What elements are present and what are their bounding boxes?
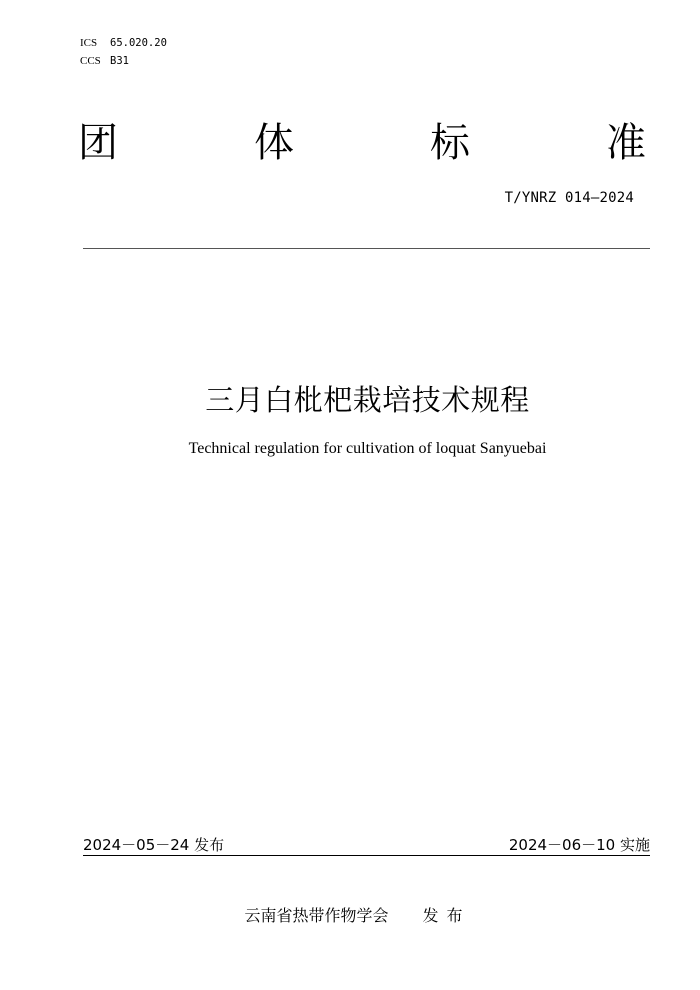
- effective-date: 2024－06－10 实施: [508, 836, 650, 854]
- document-title-chinese: 三月白枇杷栽培技术规程: [205, 383, 530, 417]
- classification-codes: [80, 34, 167, 70]
- issuer-line: [0, 903, 700, 926]
- ics-label: ICS: [80, 37, 98, 49]
- ccs-value: B31: [110, 55, 129, 67]
- heading-char: 标: [430, 120, 470, 166]
- heading-char: 团: [78, 120, 118, 166]
- ics-row: [80, 34, 167, 52]
- ccs-row: [80, 52, 167, 70]
- ics-value: 65.020.20: [110, 37, 167, 49]
- ccs-label: CCS: [80, 55, 101, 67]
- publish-date: 2024－05－24 发布: [83, 836, 225, 854]
- heading-char: 体: [254, 120, 294, 166]
- standard-number: T/YNRZ 014—2024: [504, 190, 634, 206]
- document-title-english: Technical regulation for cultivation of loquat Sanyuebai: [188, 440, 547, 457]
- issuer-organization: 云南省热带作物学会: [244, 906, 389, 925]
- bottom-divider: [83, 855, 650, 856]
- heading-char: 准: [606, 120, 646, 166]
- top-divider: [83, 248, 650, 249]
- standard-type-heading: [78, 118, 646, 168]
- issuer-action: 发布: [422, 906, 471, 925]
